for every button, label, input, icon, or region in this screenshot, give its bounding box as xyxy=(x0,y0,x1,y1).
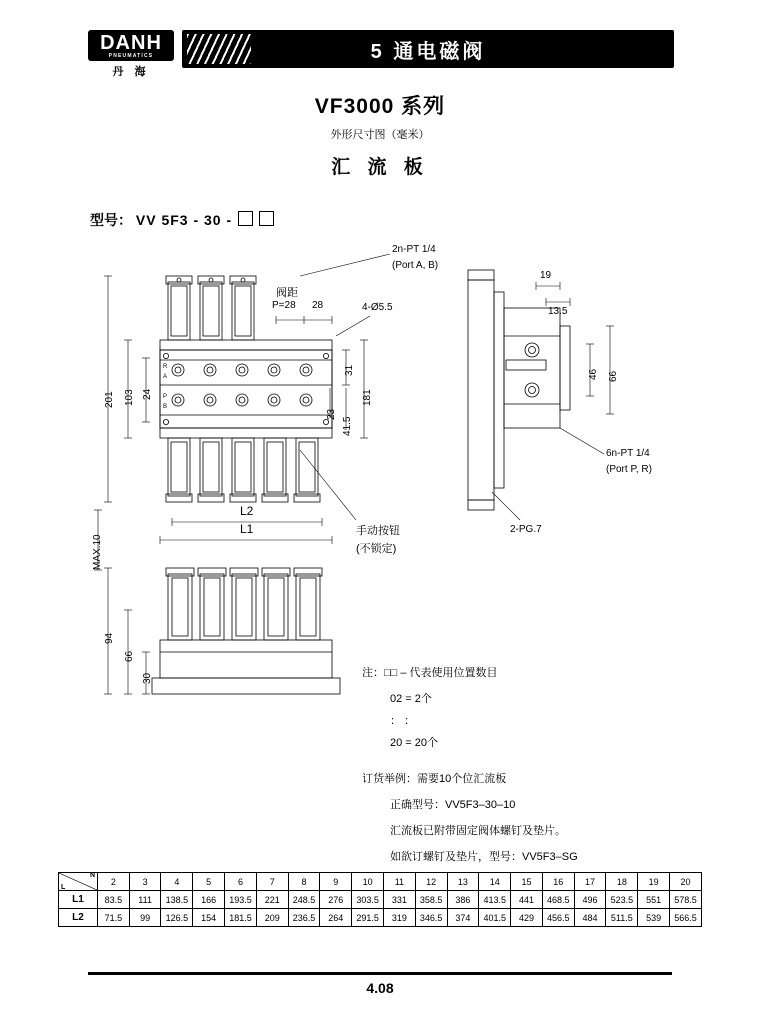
table-cell: 346.5 xyxy=(415,909,447,927)
table-cell: 358.5 xyxy=(415,891,447,909)
label-holes: 4-Ø5.5 xyxy=(362,302,393,313)
table-cell: 138.5 xyxy=(161,891,193,909)
table-cell: 539 xyxy=(638,909,670,927)
table-cell: 386 xyxy=(447,891,479,909)
table-cell: 193.5 xyxy=(225,891,257,909)
dimension-table-wrapper xyxy=(58,872,702,927)
table-cell: 303.5 xyxy=(352,891,384,909)
table-row-label: L1 xyxy=(59,891,98,909)
dim-30: 30 xyxy=(142,672,153,684)
dim-13-5: 13.5 xyxy=(548,306,568,317)
chapter-title-bar xyxy=(182,30,674,68)
table-cell: 413.5 xyxy=(479,891,511,909)
table-column-header: 18 xyxy=(606,873,638,891)
model-placeholder-box-1 xyxy=(238,211,253,226)
table-column-header: 2 xyxy=(98,873,130,891)
dimension-table xyxy=(58,872,702,927)
dim-66-bottom: 66 xyxy=(124,650,135,662)
table-column-header: 14 xyxy=(479,873,511,891)
table-cell: 83.5 xyxy=(98,891,130,909)
table-cell: 401.5 xyxy=(479,909,511,927)
table-cell: 319 xyxy=(384,909,416,927)
note-line-2: 02 = 2个 xyxy=(390,693,432,705)
dim-181: 181 xyxy=(362,389,373,406)
logo-sub-text: PNEUMATICS xyxy=(108,53,154,59)
table-cell: 181.5 xyxy=(225,909,257,927)
note-line-8: 如欲订螺钉及垫片，型号：VV5F3–SG xyxy=(390,851,578,863)
table-cell: 154 xyxy=(193,909,225,927)
label-valve-pitch-value: P=28 xyxy=(272,300,296,311)
port-label-r: R xyxy=(163,364,168,370)
logo-wordmark xyxy=(88,30,174,61)
table-cell: 331 xyxy=(384,891,416,909)
table-cell: 111 xyxy=(129,891,161,909)
table-column-header: 3 xyxy=(129,873,161,891)
table-column-header: 15 xyxy=(511,873,543,891)
page-number: 4.08 xyxy=(366,980,394,996)
model-number-line xyxy=(90,210,274,230)
dim-L1: L1 xyxy=(240,522,254,536)
table-cell: 551 xyxy=(638,891,670,909)
label-manual-button-line1: 手动按钮 xyxy=(356,525,400,537)
dim-41-5: 41.5 xyxy=(342,416,353,436)
section-title: 汇 流 板 xyxy=(331,157,429,178)
table-column-header: 7 xyxy=(256,873,288,891)
chapter-title: 5 通电磁阀 xyxy=(370,40,486,63)
table-cell: 166 xyxy=(193,891,225,909)
table-cell: 264 xyxy=(320,909,352,927)
table-column-header: 12 xyxy=(415,873,447,891)
table-cell: 276 xyxy=(320,891,352,909)
port-label-p: P xyxy=(163,394,168,400)
table-cell: 578.5 xyxy=(669,891,701,909)
dim-201: 201 xyxy=(104,391,115,408)
label-port-pr-line1: 6n-PT 1/4 xyxy=(606,448,650,459)
model-code: VV 5F3 - 30 - xyxy=(135,212,233,228)
table-column-header: 17 xyxy=(574,873,606,891)
table-cell: 209 xyxy=(256,909,288,927)
dim-66-side: 66 xyxy=(608,370,619,382)
dim-23: 23 xyxy=(326,408,337,420)
table-cell: 441 xyxy=(511,891,543,909)
table-column-header: 13 xyxy=(447,873,479,891)
table-row-label: L2 xyxy=(59,909,98,927)
table-cell: 99 xyxy=(129,909,161,927)
note-line-4: 20 = 20个 xyxy=(390,737,439,749)
label-port-ab-line2: (Port A, B) xyxy=(392,260,439,271)
dim-24: 24 xyxy=(142,388,153,400)
port-label-b: B xyxy=(163,404,168,410)
note-line-5: 订货举例：需要10个位汇流板 xyxy=(362,773,507,785)
note-line-3: ： ： xyxy=(390,715,416,727)
table-corner-cell: N L xyxy=(59,873,98,891)
model-placeholder-box-2 xyxy=(259,211,274,226)
table-column-header: 20 xyxy=(669,873,701,891)
table-column-header: 16 xyxy=(542,873,574,891)
table-row xyxy=(59,909,702,927)
table-column-header: 11 xyxy=(384,873,416,891)
notes-block xyxy=(362,660,578,870)
dim-94: 94 xyxy=(104,632,115,644)
dim-31: 31 xyxy=(344,364,355,376)
dim-103: 103 xyxy=(124,389,135,406)
table-column-header: 19 xyxy=(638,873,670,891)
table-row xyxy=(59,891,702,909)
label-valve-pitch-28: 28 xyxy=(312,300,324,311)
label-port-ab-line1: 2n-PT 1/4 xyxy=(392,244,436,255)
label-port-pr-line2: (Port P, R) xyxy=(606,464,652,475)
dim-max10: MAX.10 xyxy=(92,534,103,570)
table-cell: 291.5 xyxy=(352,909,384,927)
table-cell: 374 xyxy=(447,909,479,927)
table-cell: 511.5 xyxy=(606,909,638,927)
table-cell: 484 xyxy=(574,909,606,927)
table-column-header: 10 xyxy=(352,873,384,891)
table-cell: 456.5 xyxy=(542,909,574,927)
logo-main-text: DANH xyxy=(100,32,162,54)
table-column-header: 9 xyxy=(320,873,352,891)
note-line-6: 正确型号：VV5F3–30–10 xyxy=(390,799,516,811)
table-cell: 248.5 xyxy=(288,891,320,909)
dimension-drawing-subtitle: 外形尺寸图（毫米） xyxy=(330,129,430,141)
table-cell: 71.5 xyxy=(98,909,130,927)
note-line-1: 注：□□ – 代表使用位置数目 xyxy=(362,667,498,679)
label-valve-pitch: 阀距 xyxy=(276,287,298,299)
brand-logo xyxy=(88,30,174,78)
label-pg7: 2-PG.7 xyxy=(510,524,542,535)
table-cell: 221 xyxy=(256,891,288,909)
label-manual-button-line2: (不锁定) xyxy=(356,543,397,555)
table-cell: 523.5 xyxy=(606,891,638,909)
dim-19: 19 xyxy=(540,270,552,281)
series-title: VF3000 系列 xyxy=(314,95,446,118)
footer-divider xyxy=(88,972,672,975)
table-cell: 566.5 xyxy=(669,909,701,927)
table-column-header: 4 xyxy=(161,873,193,891)
dim-46: 46 xyxy=(588,368,599,380)
page-header xyxy=(0,28,760,80)
stripes-decoration xyxy=(187,34,251,64)
model-label: 型号： xyxy=(90,212,132,228)
logo-chinese-text: 丹 海 xyxy=(112,66,150,78)
table-column-header: 5 xyxy=(193,873,225,891)
table-cell: 468.5 xyxy=(542,891,574,909)
dim-L2: L2 xyxy=(240,504,254,518)
table-column-header: 6 xyxy=(225,873,257,891)
table-cell: 496 xyxy=(574,891,606,909)
port-label-a: A xyxy=(163,374,168,380)
note-line-7: 汇流板已附带固定阀体螺钉及垫片。 xyxy=(390,825,566,837)
table-column-header: 8 xyxy=(288,873,320,891)
table-cell: 236.5 xyxy=(288,909,320,927)
table-cell: 429 xyxy=(511,909,543,927)
table-header-row xyxy=(59,873,702,891)
table-cell: 126.5 xyxy=(161,909,193,927)
